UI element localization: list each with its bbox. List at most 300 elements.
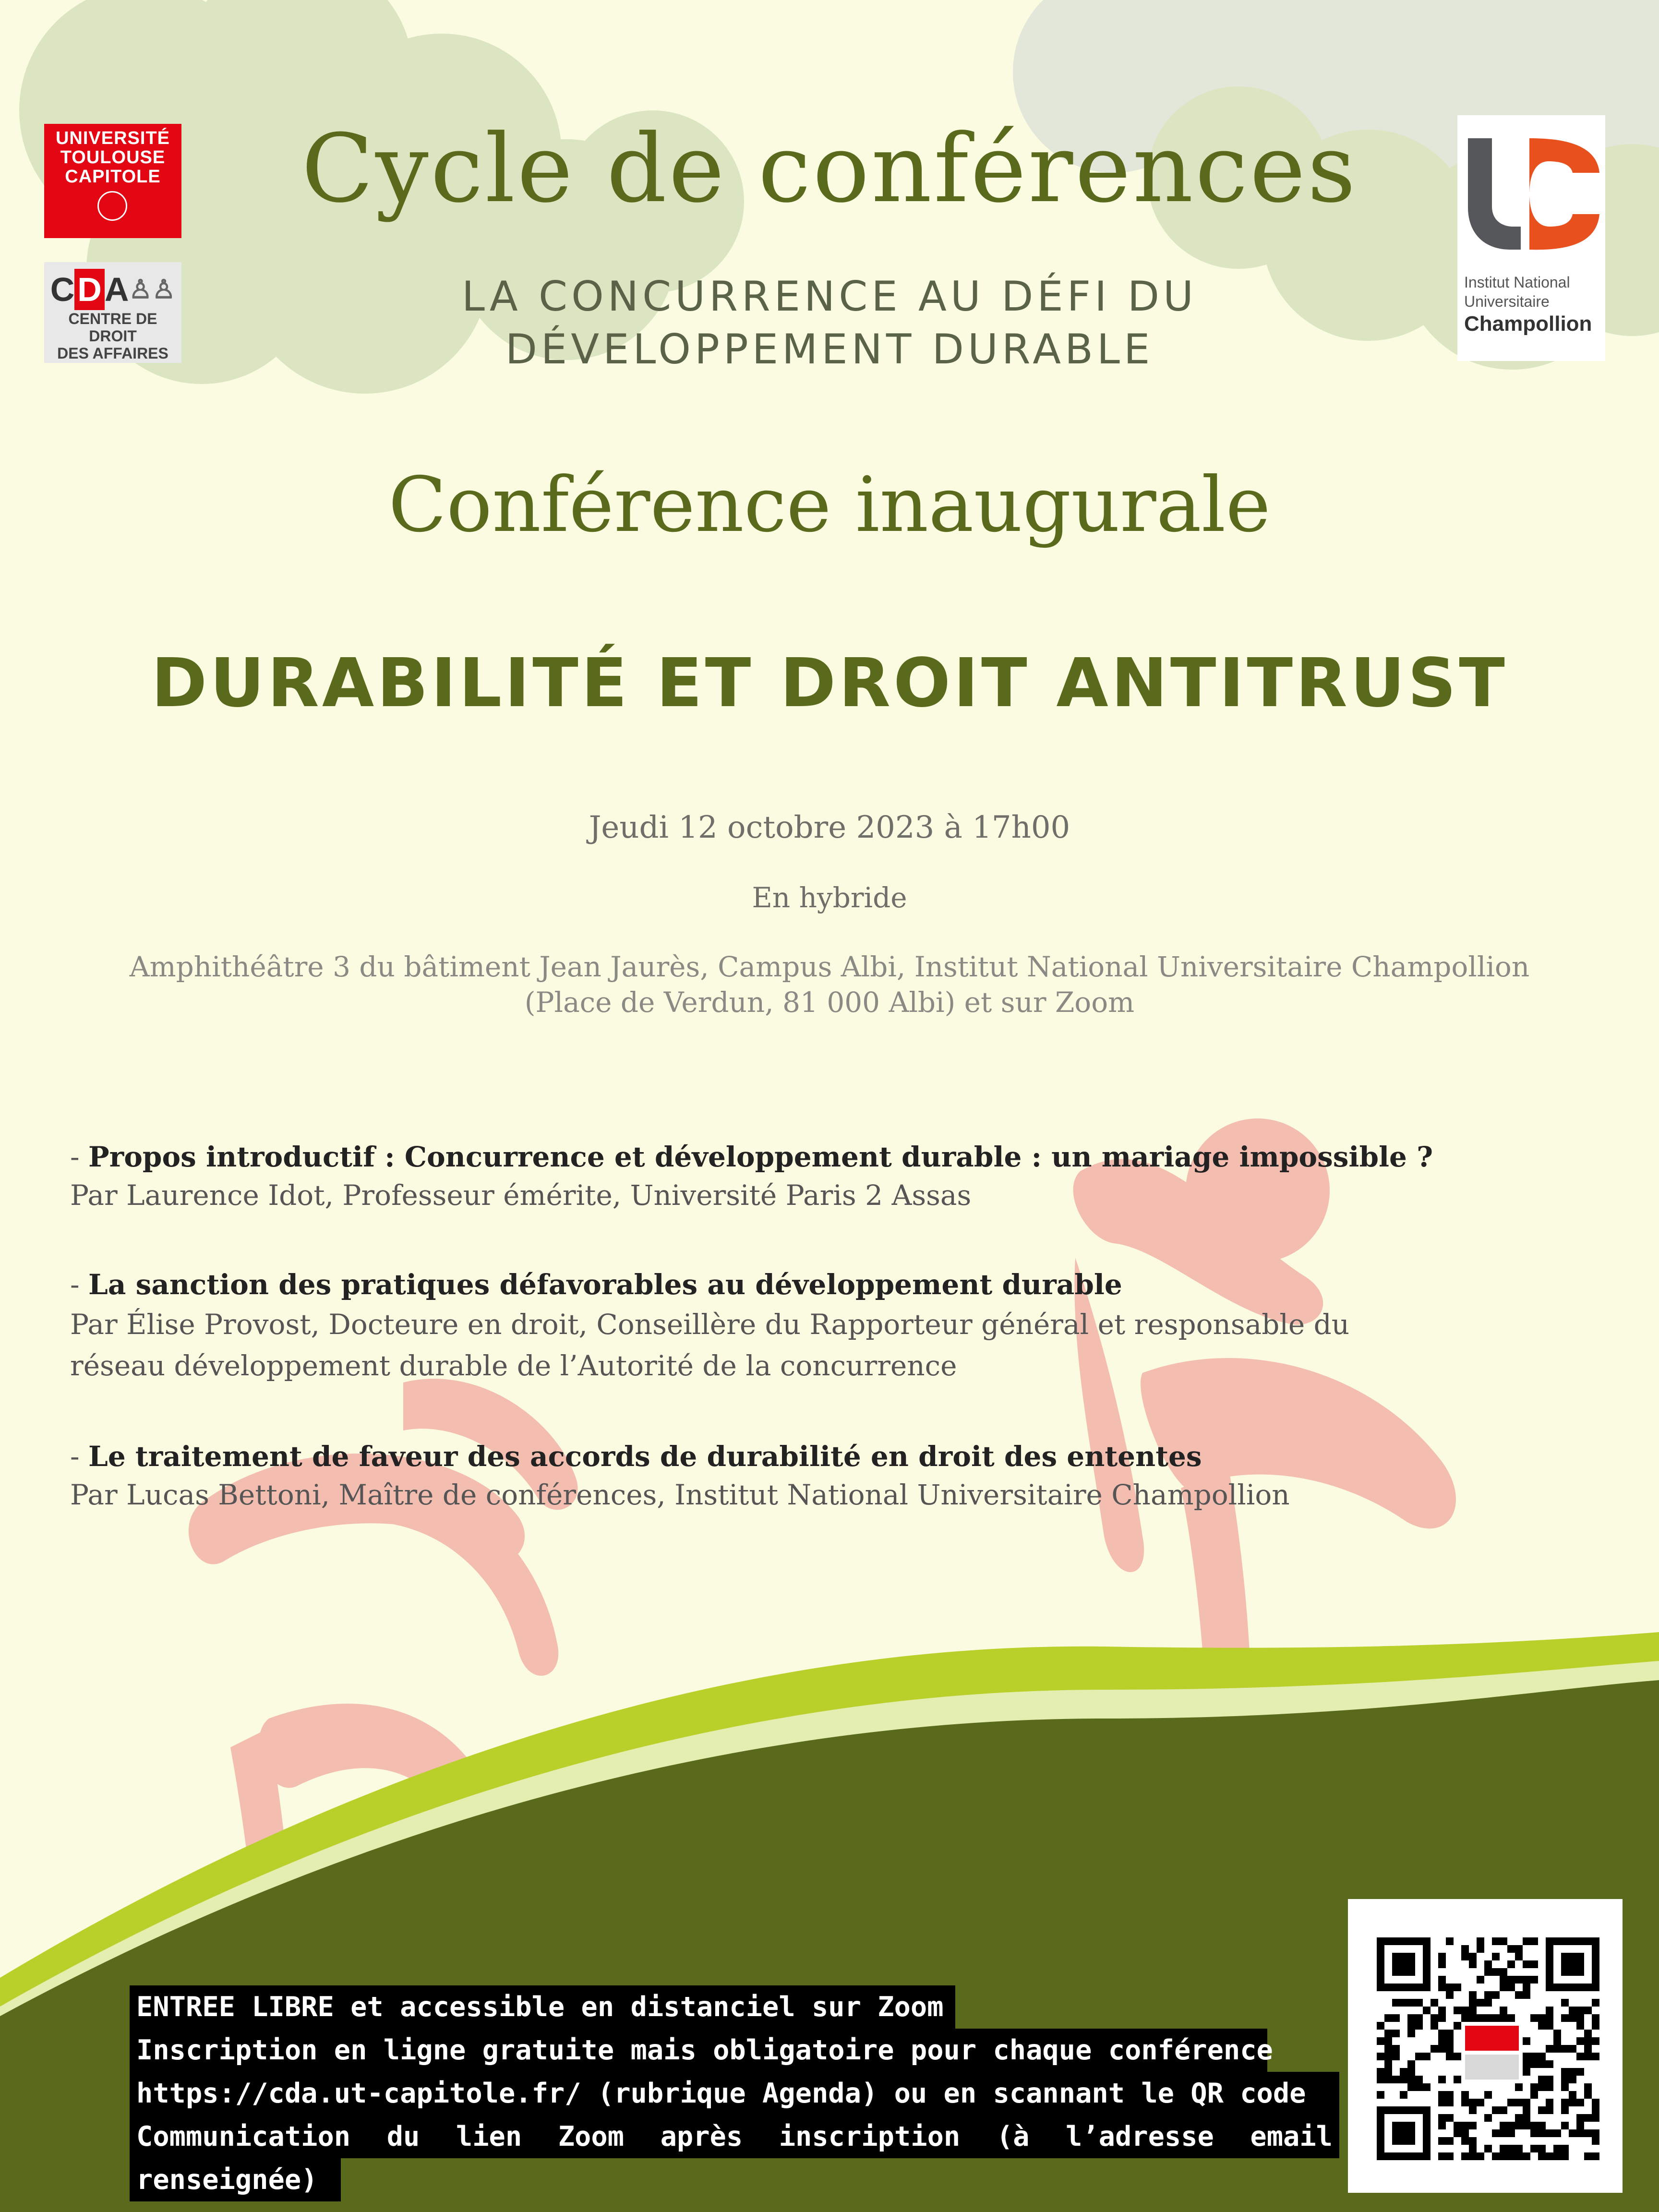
qr-module (1500, 2152, 1507, 2160)
qr-module (1438, 1984, 1446, 1991)
qr-module (1507, 2152, 1515, 2160)
qr-module (1515, 2114, 1523, 2122)
qr-module (1538, 2129, 1546, 2137)
qr-module (1500, 1984, 1507, 1991)
qr-module (1523, 2106, 1530, 2114)
talk-speaker: Par Lucas Bettoni, Maître de conférences, Institut National Universitaire Champollion (70, 1479, 1290, 1511)
qr-module (1576, 2129, 1584, 2137)
qr-finder-center (1392, 2122, 1415, 2145)
qr-module (1469, 1953, 1477, 1960)
qr-module (1561, 2068, 1569, 2076)
qr-module (1546, 2060, 1553, 2068)
qr-module (1415, 2014, 1423, 2022)
qr-module (1507, 2014, 1515, 2022)
qr-module (1500, 1937, 1507, 1945)
qr-module (1492, 1953, 1500, 1960)
qr-module (1377, 2022, 1384, 2030)
qr-module (1469, 2137, 1477, 2145)
qr-module (1569, 2045, 1576, 2053)
qr-module (1538, 2152, 1546, 2160)
qr-module (1592, 2099, 1599, 2106)
qr-module (1484, 1991, 1492, 1999)
talk-speaker: Par Laurence Idot, Professeur émérite, Université Paris 2 Assas (70, 1179, 972, 1212)
qr-module (1584, 2083, 1592, 2091)
cda-logo-line1: CENTRE DE DROIT (68, 310, 157, 345)
qr-module (1576, 2037, 1584, 2045)
qr-module (1507, 2145, 1515, 2152)
qr-module (1454, 2007, 1461, 2014)
ut-logo-line3: CAPITOLE (65, 167, 161, 187)
qr-module (1515, 2145, 1523, 2152)
qr-module (1446, 2099, 1454, 2106)
qr-module (1438, 1953, 1446, 1960)
qr-module (1584, 2053, 1592, 2060)
qr-module (1553, 2045, 1561, 2053)
conference-name: DURABILITÉ ET DROIT ANTITRUST (151, 644, 1508, 722)
qr-module (1446, 1991, 1454, 1999)
qr-module (1469, 2007, 1477, 2014)
qr-module (1576, 2007, 1584, 2014)
qr-module (1492, 1968, 1500, 1976)
qr-module (1492, 1991, 1500, 1999)
qr-module (1469, 2099, 1477, 2106)
qr-module (1546, 2083, 1553, 2091)
qr-module (1438, 2114, 1446, 2122)
qr-module (1507, 2122, 1515, 2129)
qr-module (1469, 2152, 1477, 2160)
qr-module (1469, 2122, 1477, 2129)
qr-module (1538, 2022, 1546, 2030)
cda-letter-c: C (50, 271, 75, 308)
qr-module (1477, 1945, 1484, 1953)
qr-module (1546, 2076, 1553, 2083)
qr-module (1576, 2099, 1584, 2106)
uc-logo-line1: Institut National (1464, 274, 1570, 291)
qr-module (1584, 2129, 1592, 2137)
info-line-1: ENTREE LIBRE et accessible en distanciel sur Zoom (130, 1985, 955, 2029)
qr-module (1507, 1960, 1515, 1968)
qr-module (1538, 2060, 1546, 2068)
qr-module (1569, 2076, 1576, 2083)
qr-module (1523, 2152, 1530, 2160)
qr-module (1477, 2152, 1484, 2160)
qr-module (1423, 2083, 1431, 2091)
qr-module (1515, 2099, 1523, 2106)
info-line-3: https://cda.ut-capitole.fr/ (rubrique Agenda) ou en scannant le QR code (130, 2072, 1339, 2115)
qr-module (1469, 2145, 1477, 2152)
qr-module (1515, 1953, 1523, 1960)
talk-dash: - (70, 1268, 89, 1301)
qr-module (1438, 2007, 1446, 2014)
qr-module (1576, 2022, 1584, 2030)
qr-module (1415, 2076, 1423, 2083)
qr-module (1523, 1976, 1530, 1984)
qr-module (1584, 2007, 1592, 2014)
qr-module (1592, 2053, 1599, 2060)
qr-module (1446, 2045, 1454, 2053)
qr-module (1546, 2045, 1553, 2053)
qr-module (1500, 2014, 1507, 2022)
qr-module (1461, 2129, 1469, 2137)
qr-module (1500, 1968, 1507, 1976)
qr-module (1446, 2037, 1454, 2045)
qr-module (1592, 2114, 1599, 2122)
qr-module (1523, 2053, 1530, 2060)
qr-module (1438, 2122, 1446, 2129)
qr-module (1553, 2030, 1561, 2037)
qr-module (1530, 1976, 1538, 1984)
qr-module (1454, 2076, 1461, 2083)
qr-module (1561, 2099, 1569, 2106)
qr-code-graphic (1348, 1899, 1623, 2193)
qr-module (1546, 2014, 1553, 2022)
qr-module (1546, 2022, 1553, 2030)
qr-module (1461, 2137, 1469, 2145)
qr-module (1576, 2122, 1584, 2129)
qr-module (1546, 2152, 1553, 2160)
qr-module (1438, 2014, 1446, 2022)
qr-module (1484, 1999, 1492, 2007)
talk-item (70, 1138, 1592, 1214)
qr-module (1561, 2122, 1569, 2129)
qr-module (1523, 2114, 1530, 2122)
qr-module (1515, 1945, 1523, 1953)
qr-module (1523, 1937, 1530, 1945)
qr-module (1377, 2037, 1384, 2045)
qr-module (1461, 2122, 1469, 2129)
qr-module (1454, 2022, 1461, 2030)
ut-logo-line1: UNIVERSITÉ (55, 128, 170, 148)
qr-module (1469, 1960, 1477, 1968)
talk-dash: - (70, 1141, 89, 1173)
qr-module (1561, 2045, 1569, 2053)
qr-module (1553, 2129, 1561, 2137)
info-line-5: renseignée) (130, 2158, 341, 2201)
qr-module (1423, 2053, 1431, 2060)
qr-module (1454, 2129, 1461, 2137)
cda-logo-line2: DES AFFAIRES (57, 345, 168, 362)
event-mode: En hybride (752, 881, 907, 914)
qr-module (1523, 2060, 1530, 2068)
qr-module (1507, 2099, 1515, 2106)
qr-module (1584, 2045, 1592, 2053)
qr-module (1538, 2106, 1546, 2114)
qr-module (1407, 2014, 1415, 2022)
talk-title: La sanction des pratiques défavorables au développement durable (88, 1268, 1122, 1301)
qr-logo-cda (1465, 2055, 1519, 2080)
qr-module (1592, 2137, 1599, 2145)
qr-module (1407, 2076, 1415, 2083)
qr-module (1469, 2014, 1477, 2022)
qr-code[interactable] (1348, 1899, 1623, 2193)
qr-module (1523, 2037, 1530, 2045)
qr-module (1569, 2007, 1576, 2014)
qr-module (1538, 2145, 1546, 2152)
qr-module (1584, 2114, 1592, 2122)
qr-module (1515, 2152, 1523, 2160)
qr-module (1592, 2106, 1599, 2114)
qr-module (1507, 2129, 1515, 2137)
qr-module (1592, 2129, 1599, 2137)
qr-module (1446, 1984, 1454, 1991)
qr-module (1561, 1999, 1569, 2007)
qr-module (1546, 2129, 1553, 2137)
qr-module (1431, 1999, 1438, 2007)
qr-module (1561, 2076, 1569, 2083)
qr-module (1392, 2014, 1400, 2022)
qr-module (1523, 2099, 1530, 2106)
qr-module (1446, 2053, 1454, 2060)
cda-letter-a: A (104, 271, 129, 308)
qr-module (1415, 2022, 1423, 2030)
qr-module (1461, 2014, 1469, 2022)
qr-module (1515, 2083, 1523, 2091)
qr-module (1407, 2060, 1415, 2068)
qr-module (1384, 2030, 1392, 2037)
qr-module (1461, 1945, 1469, 1953)
qr-module (1438, 2030, 1446, 2037)
qr-module (1377, 2076, 1384, 2083)
qr-module (1530, 2129, 1538, 2137)
uc-logo-line3: Champollion (1464, 312, 1592, 336)
qr-module (1477, 1937, 1484, 1945)
qr-module (1477, 2099, 1484, 2106)
qr-logo-ut (1465, 2026, 1519, 2051)
venue-line2: (Place de Verdun, 81 000 Albi) et sur Zoom (524, 986, 1135, 1019)
qr-module (1553, 2152, 1561, 2160)
qr-module (1584, 2091, 1592, 2099)
qr-module (1530, 2060, 1538, 2068)
qr-module (1592, 2152, 1599, 2160)
qr-module (1538, 2122, 1546, 2129)
qr-module (1523, 2122, 1530, 2129)
qr-module (1500, 2129, 1507, 2137)
qr-module (1392, 2045, 1400, 2053)
qr-module (1561, 2014, 1569, 2022)
qr-module (1384, 2060, 1392, 2068)
qr-module (1438, 2099, 1446, 2106)
qr-module (1461, 2007, 1469, 2014)
qr-module (1431, 2045, 1438, 2053)
qr-module (1569, 2068, 1576, 2076)
qr-module (1500, 1976, 1507, 1984)
qr-module (1461, 2152, 1469, 2160)
qr-finder-center (1561, 1953, 1584, 1976)
qr-module (1507, 1984, 1515, 1991)
qr-module (1576, 2053, 1584, 2060)
qr-module (1384, 2014, 1392, 2022)
qr-module (1569, 2014, 1576, 2022)
conference-type: Conférence inaugurale (388, 461, 1271, 549)
qr-module (1492, 2152, 1500, 2160)
qr-module (1446, 2091, 1454, 2099)
uc-logo-line2: Universitaire (1464, 293, 1550, 310)
qr-module (1569, 2129, 1576, 2137)
qr-module (1492, 2014, 1500, 2022)
qr-module (1584, 2152, 1592, 2160)
qr-module (1538, 2014, 1546, 2022)
qr-module (1484, 1960, 1492, 1968)
qr-module (1484, 2014, 1492, 2022)
qr-module (1484, 2145, 1492, 2152)
qr-module (1492, 2129, 1500, 2137)
qr-module (1415, 2083, 1423, 2091)
qr-module (1538, 2076, 1546, 2083)
qr-module (1407, 2022, 1415, 2030)
qr-module (1484, 2091, 1492, 2099)
qr-module (1592, 1999, 1599, 2007)
qr-module (1484, 1968, 1492, 1976)
talk-title: Le traitement de faveur des accords de durabilité en droit des ententes (88, 1440, 1202, 1473)
qr-module (1469, 1999, 1477, 2007)
event-date: Jeudi 12 octobre 2023 à 17h00 (589, 810, 1070, 845)
qr-module (1446, 2137, 1454, 2145)
qr-module (1507, 1945, 1515, 1953)
qr-module (1438, 1976, 1446, 1984)
qr-module (1592, 2037, 1599, 2045)
qr-module (1477, 1976, 1484, 1984)
qr-module (1438, 2152, 1446, 2160)
qr-module (1438, 2137, 1446, 2145)
talk-dash: - (70, 1440, 89, 1473)
qr-module (1546, 2106, 1553, 2114)
qr-module (1584, 2030, 1592, 2037)
qr-module (1523, 1984, 1530, 1991)
qr-module (1553, 2037, 1561, 2045)
qr-module (1392, 2030, 1400, 2037)
qr-module (1461, 2091, 1469, 2099)
qr-module (1530, 2122, 1538, 2129)
qr-module (1469, 2106, 1477, 2114)
page-title: Cycle de conférences (301, 114, 1358, 224)
qr-module (1530, 2091, 1538, 2099)
qr-module (1553, 2145, 1561, 2152)
qr-module (1515, 1991, 1523, 1999)
qr-module (1530, 1960, 1538, 1968)
qr-module (1446, 2030, 1454, 2037)
qr-module (1561, 2152, 1569, 2160)
qr-module (1384, 2053, 1392, 2060)
qr-module (1538, 2083, 1546, 2091)
qr-module (1523, 1991, 1530, 1999)
qr-module (1400, 2076, 1407, 2083)
qr-finder-center (1392, 1953, 1415, 1976)
qr-module (1415, 2053, 1423, 2060)
qr-module (1561, 2083, 1569, 2091)
qr-module (1400, 2091, 1407, 2099)
qr-module (1584, 2037, 1592, 2045)
qr-module (1530, 2083, 1538, 2091)
qr-module (1415, 1999, 1423, 2007)
qr-module (1515, 1976, 1523, 1984)
info-line-2: Inscription en ligne gratuite mais obligatoire pour chaque conférence (130, 2029, 1267, 2072)
qr-module (1400, 2068, 1407, 2076)
qr-module (1477, 1999, 1484, 2007)
qr-module (1576, 2114, 1584, 2122)
qr-module (1392, 2076, 1400, 2083)
qr-module (1446, 2114, 1454, 2122)
qr-module (1538, 2053, 1546, 2060)
qr-module (1576, 2068, 1584, 2076)
talk-item (70, 1437, 1592, 1514)
talk-title: Propos introductif : Concurrence et développement durable : un mariage impossible ? (88, 1141, 1433, 1173)
qr-module (1469, 1991, 1477, 1999)
qr-module (1384, 2076, 1392, 2083)
qr-module (1461, 1953, 1469, 1960)
qr-module (1438, 2076, 1446, 2083)
qr-module (1377, 2091, 1384, 2099)
qr-module (1454, 1984, 1461, 1991)
qr-module (1546, 2007, 1553, 2014)
qr-module (1384, 2068, 1392, 2076)
qr-module (1492, 2106, 1500, 2114)
qr-module (1407, 1999, 1415, 2007)
qr-module (1500, 2007, 1507, 2014)
qr-module (1530, 1937, 1538, 1945)
qr-module (1454, 2122, 1461, 2129)
qr-module (1392, 2053, 1400, 2060)
qr-module (1454, 2053, 1461, 2060)
cycle-subtitle-line2: DÉVELOPPEMENT DURABLE (505, 325, 1154, 373)
qr-module (1431, 2014, 1438, 2022)
qr-module (1546, 2099, 1553, 2106)
qr-module (1438, 1960, 1446, 1968)
qr-module (1530, 2053, 1538, 2060)
cycle-subtitle-line1: LA CONCURRENCE AU DÉFI DU (461, 273, 1198, 321)
qr-module (1384, 2045, 1392, 2053)
qr-module (1407, 2068, 1415, 2076)
qr-module (1438, 2091, 1446, 2099)
info-line-4: Communication du lien Zoom après inscription (à l’adresse email (130, 2115, 1339, 2158)
qr-module (1384, 2037, 1392, 2045)
figures-icon: ♙♙ (129, 275, 176, 304)
qr-module (1530, 2014, 1538, 2022)
cda-letter-d: D (74, 269, 105, 310)
qr-module (1407, 2030, 1415, 2037)
talk-item (70, 1265, 1592, 1386)
qr-module (1484, 2114, 1492, 2122)
qr-module (1438, 2037, 1446, 2045)
qr-module (1523, 1960, 1530, 1968)
qr-module (1377, 2068, 1384, 2076)
qr-module (1423, 2007, 1431, 2014)
qr-module (1446, 1937, 1454, 1945)
talk-speaker-continued: réseau développement durable de l’Autorité de la concurrence (70, 1349, 957, 1382)
qr-module (1407, 2083, 1415, 2091)
talk-speaker: Par Élise Provost, Docteure en droit, Conseillère du Rapporteur général et responsable du (70, 1308, 1350, 1341)
qr-module (1438, 2045, 1446, 2053)
qr-module (1569, 2091, 1576, 2099)
qr-module (1446, 2152, 1454, 2160)
qr-module (1461, 2099, 1469, 2106)
qr-module (1507, 1976, 1515, 1984)
qr-module (1500, 2145, 1507, 2152)
qr-module (1523, 2068, 1530, 2076)
venue-line1: Amphithéâtre 3 du bâtiment Jean Jaurès, Campus Albi, Institut National Universitaire Champollion (129, 950, 1530, 983)
qr-module (1592, 2022, 1599, 2030)
qr-module (1377, 2053, 1384, 2060)
qr-module (1400, 1999, 1407, 2007)
qr-module (1392, 1999, 1400, 2007)
qr-module (1576, 2014, 1584, 2022)
qr-module (1500, 2106, 1507, 2114)
qr-module (1569, 2099, 1576, 2106)
qr-module (1561, 2145, 1569, 2152)
qr-module (1592, 2014, 1599, 2022)
qr-module (1477, 2014, 1484, 2022)
ut-logo-line2: TOULOUSE (60, 147, 166, 168)
qr-module (1530, 2145, 1538, 2152)
